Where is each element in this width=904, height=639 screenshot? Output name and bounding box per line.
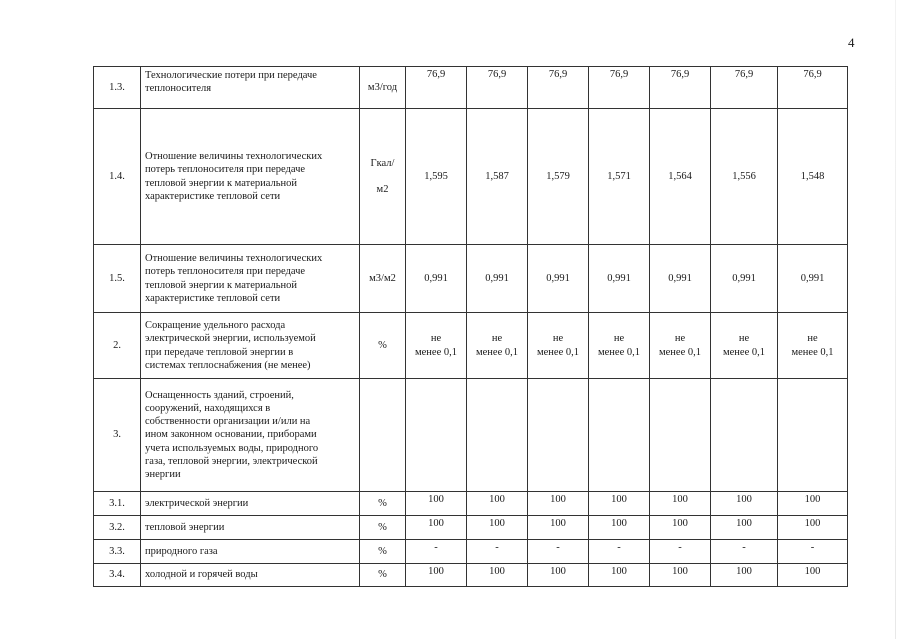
indicator-name-line: собственности организации и/или на — [145, 416, 311, 428]
value-cell — [589, 313, 650, 379]
row-number: 3.3. — [94, 540, 141, 564]
value-cell — [650, 313, 711, 379]
row-number: 3. — [94, 379, 141, 492]
indicator-name-line: ином законном основании, приборами — [145, 429, 317, 441]
value-line: менее 0,1 — [476, 346, 518, 358]
indicator-name — [141, 109, 360, 245]
table-body — [94, 67, 848, 587]
value-cell: - — [778, 540, 848, 564]
indicator-name-line: характеристике тепловой сети — [145, 190, 281, 202]
value-cell: 0,991 — [467, 245, 528, 313]
value-cell: 76,9 — [650, 67, 711, 109]
value-cell: - — [528, 540, 589, 564]
table-row — [94, 516, 848, 540]
unit-cell: м3/год — [360, 67, 406, 109]
value-cell: 76,9 — [467, 67, 528, 109]
value-cell — [467, 379, 528, 492]
table-row — [94, 109, 848, 245]
value-cell: 100 — [711, 516, 778, 540]
value-line: менее 0,1 — [537, 346, 579, 358]
value-cell: 100 — [589, 492, 650, 516]
value-cell — [528, 379, 589, 492]
value-cell: 100 — [467, 564, 528, 587]
indicator-name-line: Сокращение удельного расхода — [145, 320, 286, 332]
unit-line: Гкал/ — [370, 158, 395, 170]
indicator-name-line: при передаче тепловой энергии в — [145, 346, 294, 358]
value-cell: 1,595 — [406, 109, 467, 245]
value-cell: - — [711, 540, 778, 564]
value-line: не — [491, 333, 503, 345]
unit-cell: м3/м2 — [360, 245, 406, 313]
value-cell: - — [467, 540, 528, 564]
table-row — [94, 313, 848, 379]
value-cell: 1,579 — [528, 109, 589, 245]
indicator-name: холодной и горячей воды — [141, 564, 360, 587]
unit-cell: % — [360, 492, 406, 516]
value-line: менее 0,1 — [791, 346, 834, 358]
value-cell: 100 — [711, 492, 778, 516]
indicator-name-line: теплоносителя — [145, 83, 212, 95]
value-cell: 100 — [528, 516, 589, 540]
value-cell — [778, 379, 848, 492]
value-cell — [778, 313, 848, 379]
value-cell: 76,9 — [711, 67, 778, 109]
row-number: 1.5. — [94, 245, 141, 313]
value-cell: 100 — [528, 564, 589, 587]
value-cell — [528, 313, 589, 379]
indicator-name-line: энергии — [145, 468, 181, 480]
value-cell: 76,9 — [406, 67, 467, 109]
unit-cell: % — [360, 540, 406, 564]
value-cell: 100 — [406, 564, 467, 587]
value-cell: 0,991 — [650, 245, 711, 313]
value-cell: 100 — [650, 492, 711, 516]
value-cell: 1,571 — [589, 109, 650, 245]
value-cell: - — [650, 540, 711, 564]
unit-cell — [360, 109, 406, 245]
indicator-name-line: потерь теплоносителя при передаче — [145, 266, 306, 278]
row-number: 3.1. — [94, 492, 141, 516]
indicator-name-line: системах теплоснабжения (не менее) — [145, 359, 311, 371]
value-cell: 100 — [778, 492, 848, 516]
table-row — [94, 379, 848, 492]
row-number: 2. — [94, 313, 141, 379]
value-cell: 100 — [467, 516, 528, 540]
indicator-name-line: газа, тепловой энергии, электрической — [145, 455, 318, 467]
indicator-name-line: учета используемых воды, природного — [145, 442, 319, 454]
value-cell: - — [406, 540, 467, 564]
value-line: не — [613, 333, 625, 345]
value-cell: 1,548 — [778, 109, 848, 245]
value-cell — [650, 379, 711, 492]
value-cell: 100 — [650, 516, 711, 540]
value-cell: 0,991 — [778, 245, 848, 313]
row-number: 3.2. — [94, 516, 141, 540]
indicator-name: природного газа — [141, 540, 360, 564]
row-number: 1.3. — [94, 67, 141, 109]
value-line: не — [674, 333, 686, 345]
indicator-name: тепловой энергии — [141, 516, 360, 540]
value-cell: 100 — [778, 564, 848, 587]
indicator-name-line: Отношение величины технологических — [145, 253, 323, 265]
indicator-name-line: Технологические потери при передаче — [145, 70, 317, 81]
value-cell — [406, 313, 467, 379]
value-cell: 1,564 — [650, 109, 711, 245]
indicator-name — [141, 245, 360, 313]
value-cell: 100 — [589, 516, 650, 540]
value-cell: 0,991 — [528, 245, 589, 313]
value-cell — [711, 313, 778, 379]
value-cell — [711, 379, 778, 492]
value-cell: 100 — [778, 516, 848, 540]
indicator-name — [141, 379, 360, 492]
row-number: 3.4. — [94, 564, 141, 587]
value-cell: 100 — [406, 492, 467, 516]
value-cell: 1,556 — [711, 109, 778, 245]
scan-edge — [895, 0, 896, 639]
indicators-table — [93, 66, 848, 587]
value-cell: 76,9 — [589, 67, 650, 109]
value-cell: 0,991 — [711, 245, 778, 313]
row-number: 1.4. — [94, 109, 141, 245]
indicator-name-line: Отношение величины технологических — [145, 151, 323, 163]
value-cell: 0,991 — [589, 245, 650, 313]
value-cell — [589, 379, 650, 492]
value-line: менее 0,1 — [723, 346, 765, 358]
indicator-name-line: тепловой энергии к материальной — [145, 177, 298, 189]
value-cell: 100 — [528, 492, 589, 516]
indicator-name: электрической энергии — [141, 492, 360, 516]
table-row — [94, 245, 848, 313]
indicator-name-line: электрической энергии, используемой — [145, 333, 316, 345]
value-line: менее 0,1 — [659, 346, 701, 358]
table-row — [94, 67, 848, 109]
value-cell: 76,9 — [778, 67, 848, 109]
table-row — [94, 564, 848, 587]
unit-line: м2 — [376, 183, 389, 195]
value-line: не — [738, 333, 750, 345]
value-cell: 100 — [406, 516, 467, 540]
value-cell — [406, 379, 467, 492]
value-cell: 1,587 — [467, 109, 528, 245]
unit-cell: % — [360, 313, 406, 379]
value-cell: 100 — [650, 564, 711, 587]
value-cell: 100 — [589, 564, 650, 587]
table-row — [94, 540, 848, 564]
indicator-name-line: тепловой энергии к материальной — [145, 279, 298, 291]
value-cell: 0,991 — [406, 245, 467, 313]
indicator-name-line: потерь теплоносителя при передаче — [145, 164, 306, 176]
unit-cell: % — [360, 516, 406, 540]
value-cell: 76,9 — [528, 67, 589, 109]
indicator-name — [141, 313, 360, 379]
indicator-name-line: характеристике тепловой сети — [145, 292, 281, 304]
value-cell: 100 — [467, 492, 528, 516]
value-cell: - — [589, 540, 650, 564]
indicator-name — [141, 67, 360, 109]
table-row — [94, 492, 848, 516]
value-line: не — [807, 333, 818, 345]
value-line: менее 0,1 — [598, 346, 640, 358]
value-line: менее 0,1 — [415, 346, 457, 358]
unit-cell — [360, 379, 406, 492]
value-line: не — [430, 333, 442, 345]
value-cell — [467, 313, 528, 379]
page-number: 4 — [848, 35, 855, 50]
indicator-name-line: Оснащенность зданий, строений, — [145, 390, 294, 402]
indicator-name-line: сооружений, находящихся в — [145, 403, 271, 415]
unit-cell: % — [360, 564, 406, 587]
value-cell: 100 — [711, 564, 778, 587]
value-line: не — [552, 333, 564, 345]
